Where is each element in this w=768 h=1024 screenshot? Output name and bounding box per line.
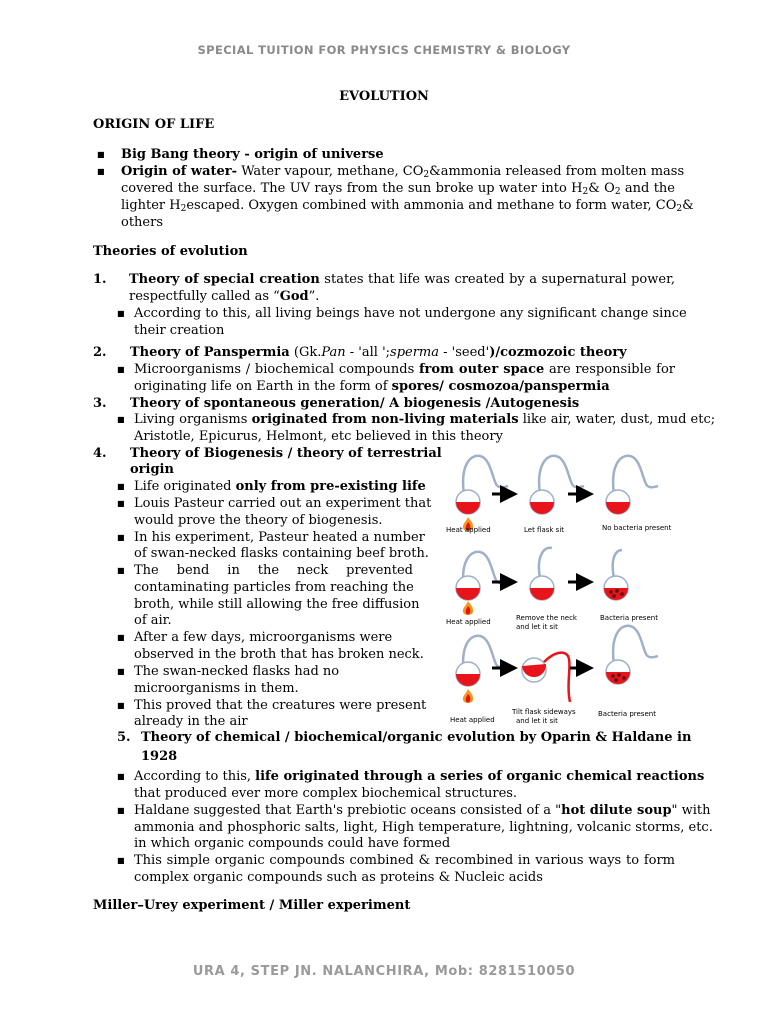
theory2-line-1: Microorganisms / biochemical compounds from outer space are responsible for	[134, 362, 675, 377]
theory4-item-3b: of swan-necked flasks containing beef broth.	[134, 546, 429, 561]
theory3-line-1: Living organisms originated from non-living materials like air, water, dust, mud etc;	[134, 412, 716, 427]
theory5-line-6: This simple organic compounds combined & recombined in various ways to form	[134, 853, 675, 868]
theory5-line-5: in which organic compounds could have formed	[134, 836, 451, 851]
theory4-item-1: Life originated only from pre-existing life	[134, 479, 426, 494]
theory5-line-3: Haldane suggested that Earth's prebiotic oceans consisted of a "hot dilute soup" with	[134, 803, 711, 818]
theory4-item-4a: The bend in the neck prevented	[134, 563, 413, 578]
water-line-4: others	[121, 215, 164, 230]
theory1-line-1: Theory of special creation states that life was created by a supernatural power,	[129, 272, 676, 287]
theory4-number: 4.	[93, 446, 107, 461]
theory4-item-3a: In his experiment, Pasteur heated a number	[134, 530, 425, 545]
caption-r3-2: Tilt flask sideways	[512, 708, 576, 716]
miller-heading: Miller–Urey experiment / Miller experiment	[93, 898, 411, 913]
theory1-sub-1: According to this, all living beings have not undergone any significant change since	[134, 306, 687, 321]
big-bang-item: Big Bang theory - origin of universe	[121, 147, 384, 162]
theory1-sub-2: their creation	[134, 323, 225, 338]
row3-flask-tilted	[522, 653, 570, 702]
theory5-title-2: 1928	[141, 749, 178, 764]
theory5-number: 5.	[117, 730, 131, 745]
bullet: ■	[117, 499, 125, 508]
caption-r3-1: Heat applied	[450, 716, 495, 724]
bullet: ■	[117, 701, 125, 710]
theory4-item-7a: This proved that the creatures were present	[134, 698, 427, 713]
bullet: ■	[117, 566, 125, 575]
theory5-line-2: that produced ever more complex biochemical structures.	[134, 786, 518, 801]
theory4-item-5a: After a few days, microorganisms were	[134, 630, 393, 645]
theory2-line-2: originating life on Earth in the form of spores/ cosmozoa/panspermia	[134, 379, 610, 394]
bullet: ■	[97, 167, 105, 176]
theories-heading: Theories of evolution	[93, 244, 248, 259]
page-header: SPECIAL TUITION FOR PHYSICS CHEMISTRY & BIOLOGY	[197, 43, 571, 57]
theory3-number: 3.	[93, 396, 107, 411]
theory4-title-1: Theory of Biogenesis / theory of terrestrial	[130, 446, 442, 461]
bullet: ■	[117, 856, 125, 865]
caption-r3-3: and let it sit	[516, 717, 558, 725]
bullet: ■	[117, 309, 125, 318]
bullet: ■	[117, 772, 125, 781]
bullet: ■	[117, 365, 125, 374]
theory4-title-2: origin	[130, 462, 174, 477]
theory3-title: Theory of spontaneous generation/ A biogenesis /Autogenesis	[130, 396, 580, 411]
row2-flask-neck-removed	[530, 548, 554, 600]
theory4-item-4b: contaminating particles from reaching the	[134, 580, 414, 595]
caption-r2-1: Heat applied	[446, 618, 491, 626]
theory4-item-2a: Louis Pasteur carried out an experiment that	[134, 496, 432, 511]
caption-r2-3: and let it sit	[516, 623, 558, 631]
theory5-line-7: complex organic compounds such as proteins & Nucleic acids	[134, 870, 543, 885]
caption-r2-2: Remove the neck	[516, 614, 577, 622]
bullet: ■	[117, 806, 125, 815]
pasteur-experiment-figure	[436, 446, 680, 728]
theory4-item-4d: of air.	[134, 613, 172, 628]
theory2-number: 2.	[93, 345, 107, 360]
page-title: EVOLUTION	[339, 89, 429, 104]
theory4-item-5b: observed in the broth that has broken neck.	[134, 647, 424, 662]
theory1-line-2: respectfully called as “God”.	[129, 289, 320, 304]
caption-r1-1: Heat applied	[446, 526, 491, 534]
theory3-line-2: Aristotle, Epicurus, Helmont, etc believed in this theory	[134, 429, 503, 444]
theory5-title-1: Theory of chemical / biochemical/organic evolution by Oparin & Haldane in	[141, 730, 692, 745]
page-footer: URA 4, STEP JN. NALANCHIRA, Mob: 8281510050	[192, 964, 576, 979]
row2-flask-bacteria	[604, 550, 628, 600]
theory4-item-2b: would prove the theory of biogenesis.	[134, 513, 383, 528]
water-line-3: lighter $H_2escaped$. Oxygen combined with ammonia and methane to form water, $CO_2\&$	[121, 198, 694, 214]
row1-flask-sit	[530, 456, 584, 514]
bullet: ■	[117, 667, 125, 676]
caption-r3-4: Bacteria present	[598, 710, 656, 718]
water-line-2: covered the surface. The UV rays from the sun broke up water into $H_2\&$ $O_2$ and the	[121, 181, 675, 197]
water-line-1: Origin of water- Water vapour, methane, $CO_2\&ammonia$ released from molten mass	[121, 164, 685, 180]
theory2-title: Theory of Panspermia (Gk.Pan - 'all ';sperma - 'seed')/cozmozoic theory	[130, 345, 627, 360]
bullet: ■	[117, 415, 125, 424]
bullet: ■	[117, 633, 125, 642]
caption-r1-2: Let flask sit	[524, 526, 565, 534]
origin-heading: ORIGIN OF LIFE	[93, 117, 215, 132]
theory4-item-7b: already in the air	[134, 714, 248, 729]
theory4-item-6a: The swan-necked flasks had no	[134, 664, 340, 679]
theory4-item-6b: microorganisms in them.	[134, 681, 299, 696]
caption-r2-4: Bacteria present	[600, 614, 658, 622]
row3-flask-bacteria	[606, 626, 658, 684]
row1-flask-no-bacteria	[606, 456, 658, 514]
theory4-item-4c: broth, while still allowing the free diffusion	[134, 597, 420, 612]
theory1-number: 1.	[93, 272, 107, 287]
theory5-line-4: ammonia and phosphoric salts, light, High temperature, lightning, volcanic storms, etc.	[134, 820, 713, 835]
bullet: ■	[117, 533, 125, 542]
bullet: ■	[117, 482, 125, 491]
caption-r1-3: No bacteria present	[602, 524, 672, 532]
bullet: ■	[97, 150, 105, 159]
theory5-line-1: According to this, life originated through a series of organic chemical reactions	[134, 769, 705, 784]
